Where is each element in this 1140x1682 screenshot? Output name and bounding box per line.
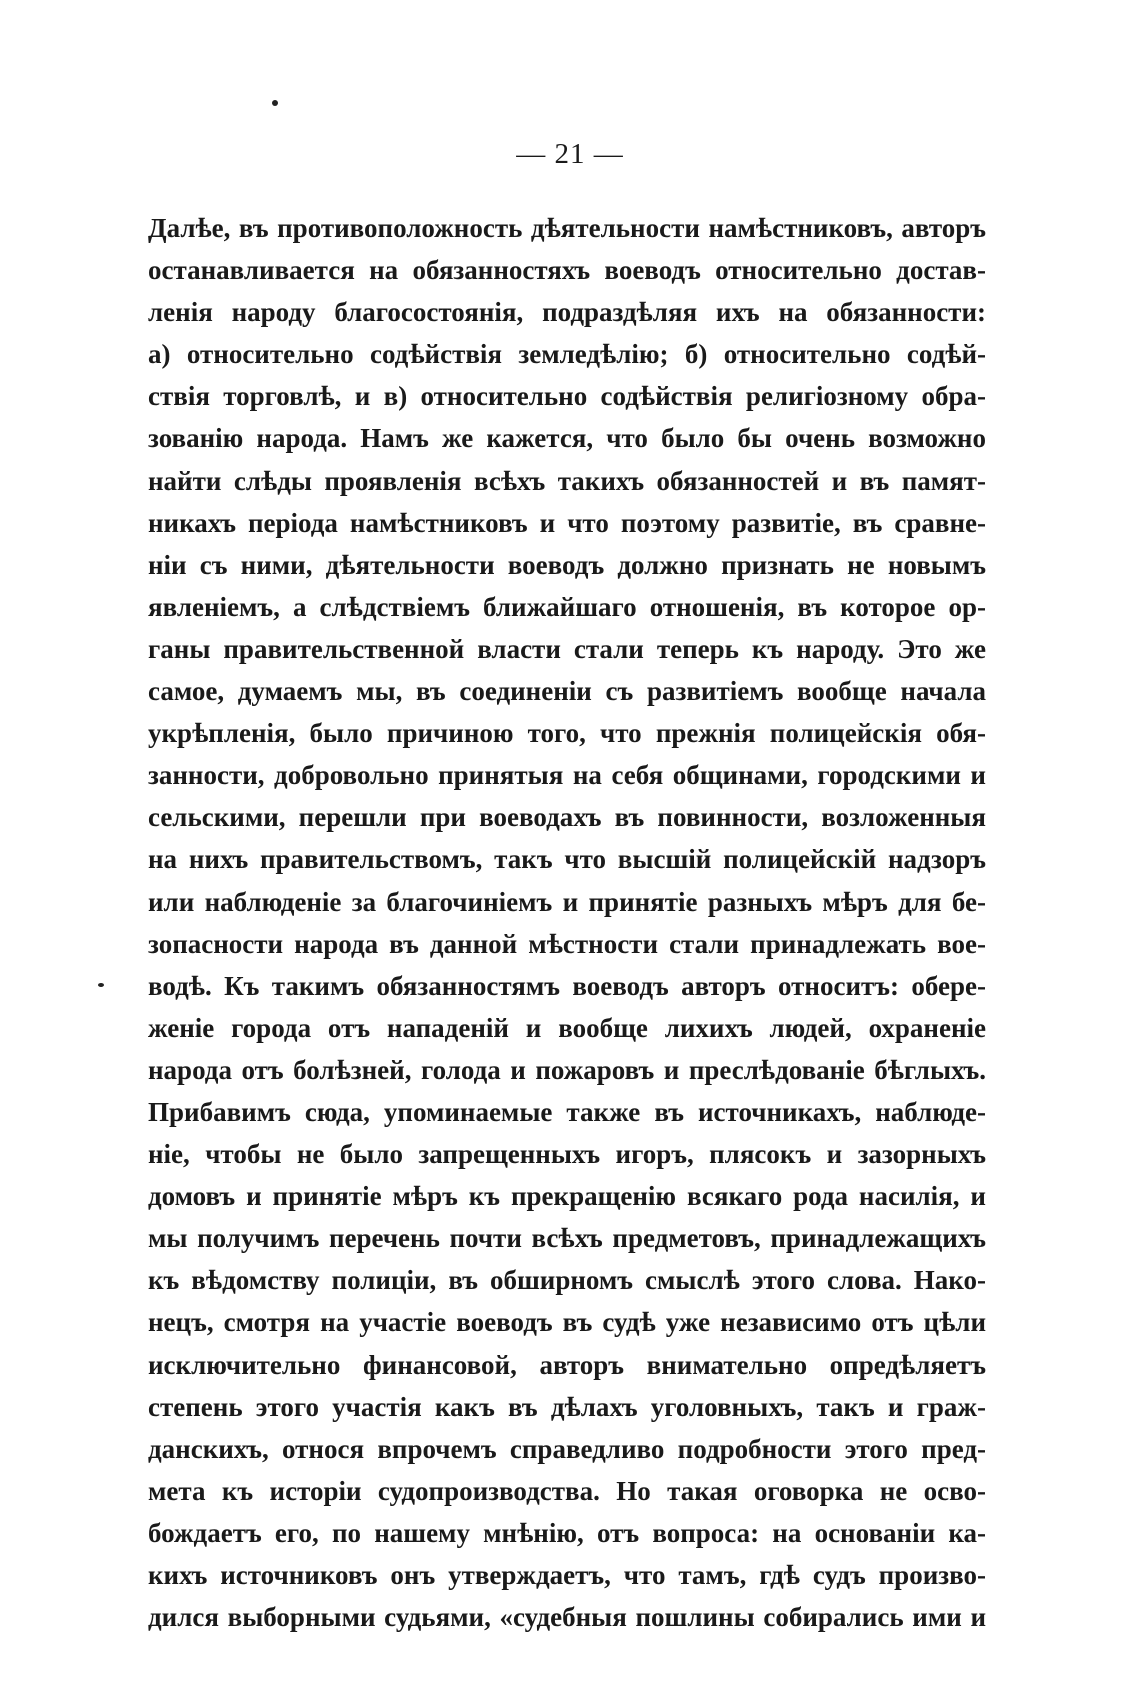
body-text bbox=[148, 207, 986, 1638]
text-line: данскихъ, относя впрочемъ справедливо подробности этого пред- bbox=[148, 1433, 986, 1464]
text-line: ніи съ ними, дѣятельности воеводъ должно признать не новымъ bbox=[148, 549, 986, 580]
text-line: мета къ исторіи судопроизводства. Но такая оговорка не осво- bbox=[148, 1475, 986, 1506]
text-line: мы получимъ перечень почти всѣхъ предметовъ, принадлежащихъ bbox=[148, 1223, 986, 1254]
text-line: ніе, чтобы не было запрещенныхъ игоръ, плясокъ и зазорныхъ bbox=[148, 1139, 986, 1170]
text-line: укрѣпленія, было причиною того, что прежнія полицейскія обя- bbox=[148, 718, 986, 749]
text-line: кихъ источниковъ онъ утверждаетъ, что тамъ, гдѣ судъ произво- bbox=[148, 1560, 986, 1590]
text-line: дился выборными судьями, «судебныя пошлины собирались ими и bbox=[148, 1602, 986, 1633]
text-line: степень этого участія какъ въ дѣлахъ уголовныхъ, такъ и граж- bbox=[148, 1391, 986, 1422]
text-line: сельскими, перешли при воеводахъ въ повинности, возложенныя bbox=[148, 802, 986, 833]
text-line: зованію народа. Намъ же кажется, что было бы очень возможно bbox=[148, 423, 986, 454]
text-line: занности, добровольно принятыя на себя общинами, городскими и bbox=[148, 760, 986, 791]
print-speck bbox=[272, 100, 278, 106]
text-line: Далѣе, въ противоположность дѣятельности намѣстниковъ, авторъ bbox=[148, 213, 986, 243]
page-number: — 21 — bbox=[516, 138, 624, 170]
text-line: къ вѣдомству полиціи, въ обширномъ смыслѣ этого слова. Нако- bbox=[148, 1265, 986, 1296]
text-line: никахъ періода намѣстниковъ и что поэтому развитіе, въ сравне- bbox=[148, 507, 986, 538]
text-line: или наблюденіе за благочиніемъ и принятіе разныхъ мѣръ для бе- bbox=[148, 886, 986, 917]
text-line: бождаетъ его, по нашему мнѣнію, отъ вопроса: на основаніи ка- bbox=[148, 1517, 986, 1548]
text-line: найти слѣды проявленія всѣхъ такихъ обязанностей и въ памят- bbox=[148, 465, 986, 496]
text-line: на нихъ правительствомъ, такъ что высшій полицейскій надзоръ bbox=[148, 844, 986, 875]
text-line: останавливается на обязанностяхъ воеводъ относительно достав- bbox=[148, 255, 986, 286]
text-line: народа отъ болѣзней, голода и пожаровъ и преслѣдованіе бѣглыхъ. bbox=[148, 1054, 986, 1085]
text-line: зопасности народа въ данной мѣстности стали принадлежать вое- bbox=[148, 928, 986, 959]
text-line: исключительно финансовой, авторъ внимательно опредѣляетъ bbox=[148, 1349, 986, 1380]
text-line: Прибавимъ сюда, упоминаемые также въ источникахъ, наблюде- bbox=[148, 1096, 986, 1127]
text-line: ленія народу благосостоянія, подраздѣляя ихъ на обязанности: bbox=[148, 297, 986, 328]
text-line: женіе города отъ нападеній и вообще лихихъ людей, охраненіе bbox=[148, 1012, 986, 1043]
text-line: явленіемъ, а слѣдствіемъ ближайшаго отношенія, въ которое ор- bbox=[148, 591, 986, 622]
text-line: нецъ, смотря на участіе воеводъ въ судѣ уже независимо отъ цѣли bbox=[148, 1307, 986, 1338]
text-line: ствія торговлѣ, и в) относительно содѣйствія религіозному обра- bbox=[148, 381, 986, 412]
print-speck bbox=[98, 983, 104, 987]
text-line: водѣ. Къ такимъ обязанностямъ воеводъ авторъ относитъ: обере- bbox=[148, 970, 986, 1001]
text-line: ганы правительственной власти стали теперь къ народу. Это же bbox=[148, 633, 986, 664]
text-line: самое, думаемъ мы, въ соединеніи съ развитіемъ вообще начала bbox=[148, 676, 986, 707]
text-line: домовъ и принятіе мѣръ къ прекращенію всякаго рода насилія, и bbox=[148, 1181, 986, 1212]
text-line: а) относительно содѣйствія земледѣлію; б) относительно содѣй- bbox=[148, 339, 986, 370]
